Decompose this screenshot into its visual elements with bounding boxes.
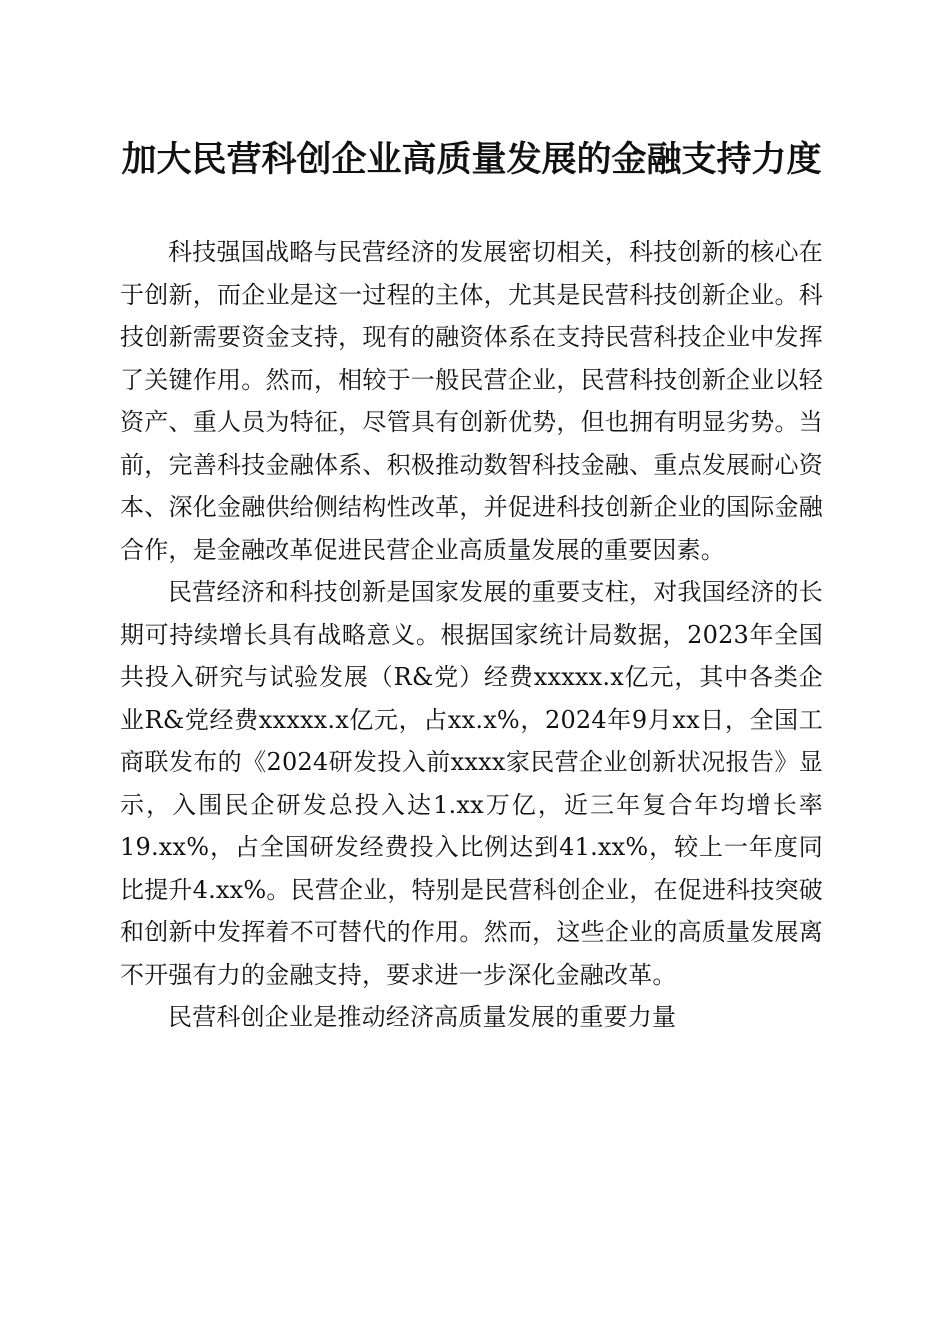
document-title: 加大民营科创企业高质量发展的金融支持力度 xyxy=(121,139,822,180)
paragraph-heading-line: 民营科创企业是推动经济高质量发展的重要力量 xyxy=(168,1003,677,1031)
paragraph-statistics: 民营经济和科技创新是国家发展的重要支柱，对我国经济的长期可持续增长具有战略意义。根据国家统计局数据，2023年全国共投入研究与试验发展（R&党）经费xxxxx.x亿元，其中各类企业R&党经费xxxxx.x亿元，占xx.x%，2024年9月xx日，全国工商联发布的《2024研发投入前xxxx家民营企业创新状况报告》显示，入围民企研发总投入达1.xx万亿，近三年复合年均增长率19.xx%，占全国研发经费投入比例达到41.xx%，较上一年度同比提升4.xx%。民营企业，特别是民营科创企业，在促进科技突破和创新中发挥着不可替代的作用。然而，这些企业的高质量发展离不开强有力的金融支持，要求进一步深化金融改革。 xyxy=(120,578,823,989)
paragraph-intro: 科技强国战略与民营经济的发展密切相关，科技创新的核心在于创新，而企业是这一过程的主体，尤其是民营科技创新企业。科技创新需要资金支持，现有的融资体系在支持民营科技企业中发挥了关键作用。然而，相较于一般民营企业，民营科技创新企业以轻资产、重人员为特征，尽管具有创新优势，但也拥有明显劣势。当前，完善科技金融体系、积极推动数智科技金融、重点发展耐心资本、深化金融供给侧结构性改革，并促进科技创新企业的国际金融合作，是金融改革促进民营企业高质量发展的重要因素。 xyxy=(120,238,823,564)
document-body xyxy=(120,231,823,1039)
